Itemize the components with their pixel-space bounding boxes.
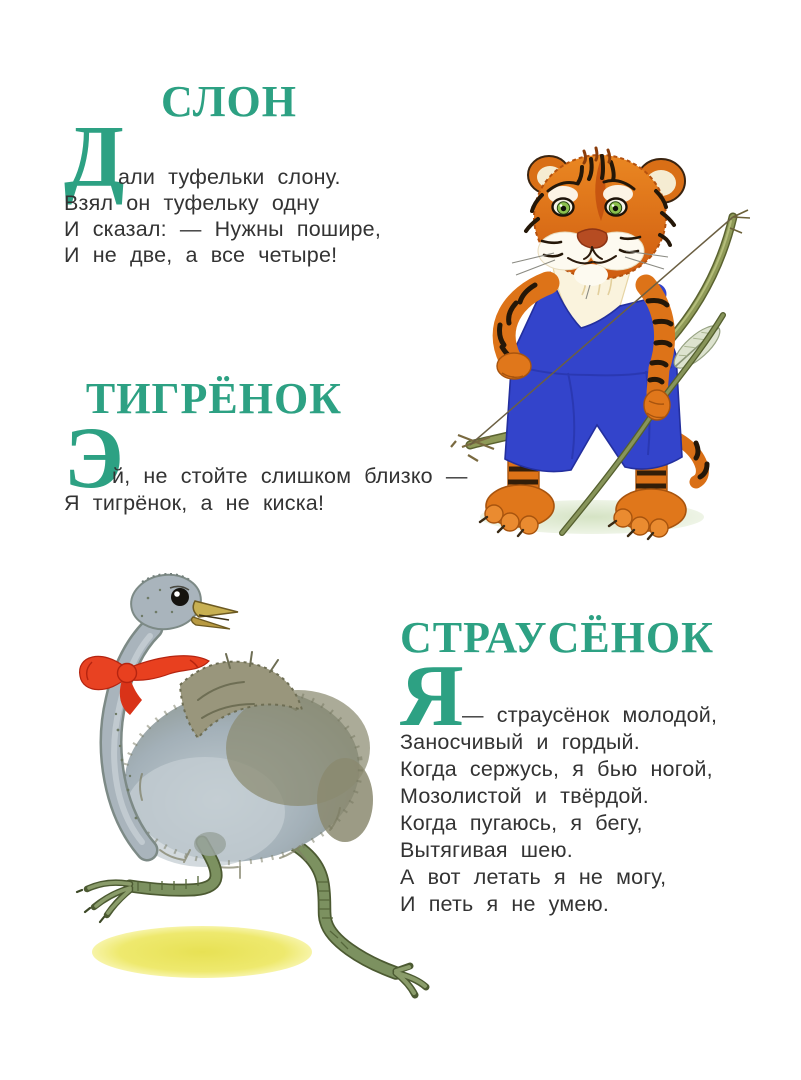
tiger-eyes [553, 199, 627, 216]
poem-line: й, не стойте слишком близко — [112, 464, 468, 488]
tiger-arms [497, 283, 671, 393]
poem-tigrenok-title: ТИГРЁНОК [85, 374, 343, 423]
ostrich-chick-illustration [30, 550, 430, 1010]
ostrich-front-leg [77, 832, 226, 922]
poem-line: али туфельки слону. [118, 165, 341, 189]
tiger-nose [578, 229, 608, 248]
poem-line: Я тигрёнок, а не киска! [64, 491, 325, 515]
poem-line: А вот летать я не могу, [400, 865, 667, 889]
poem-strausenok-dropcap: Я [400, 648, 464, 745]
poem-slon-dropcap: Д [64, 109, 125, 206]
poem-line: И петь я не умею. [400, 892, 610, 916]
poem-line: И не две, а все четыре! [64, 243, 338, 267]
poem-line: Взял он туфельку одну [64, 191, 320, 215]
poem-slon-text [64, 164, 381, 268]
poem-tigrenok-dropcap: Э [64, 410, 124, 507]
ostrich-ground-spot [92, 926, 312, 978]
poem-strausenok-title: СТРАУСЁНОК [400, 613, 715, 662]
poem-line: И сказал: — Нужны пошире, [64, 217, 382, 241]
poem-line: Когда пугаюсь, я бегу, [400, 811, 643, 835]
tiger-overalls [505, 273, 682, 472]
poem-tigrenok [64, 374, 494, 543]
tiger-head [512, 148, 685, 299]
poem-line: — страусёнок молодой, [462, 703, 718, 727]
tiger-ground-shadow [480, 500, 704, 534]
ostrich-body [112, 652, 373, 878]
ostrich-speckles [115, 589, 173, 820]
ostrich-head [115, 570, 238, 819]
tiger-tail [658, 427, 707, 482]
ostrich-beak [192, 601, 238, 629]
poem-line: Мозолистой и твёрдой. [400, 784, 649, 808]
poem-slon [64, 77, 394, 276]
poem-line: Когда сержусь, я бью ногой, [400, 757, 713, 781]
ostrich-neck [111, 628, 152, 850]
ostrich-eye [170, 586, 189, 606]
tiger-chest [553, 235, 632, 328]
poem-tigrenok-text [64, 463, 468, 517]
arrow-icon [562, 315, 726, 533]
bowstring [470, 217, 733, 445]
poem-strausenok [400, 613, 720, 932]
tiger-cub-illustration [450, 125, 800, 545]
poem-slon-title: СЛОН [161, 77, 297, 126]
poem-strausenok-text [400, 702, 717, 918]
poem-line: Вытягивая шею. [400, 838, 573, 862]
poem-line: Заносчивый и гордый. [400, 730, 640, 754]
tiger-ears [528, 156, 685, 203]
tiger-legs [480, 461, 686, 539]
ostrich-wing [180, 652, 302, 738]
bow-icon [451, 210, 750, 461]
red-bow [80, 656, 209, 715]
